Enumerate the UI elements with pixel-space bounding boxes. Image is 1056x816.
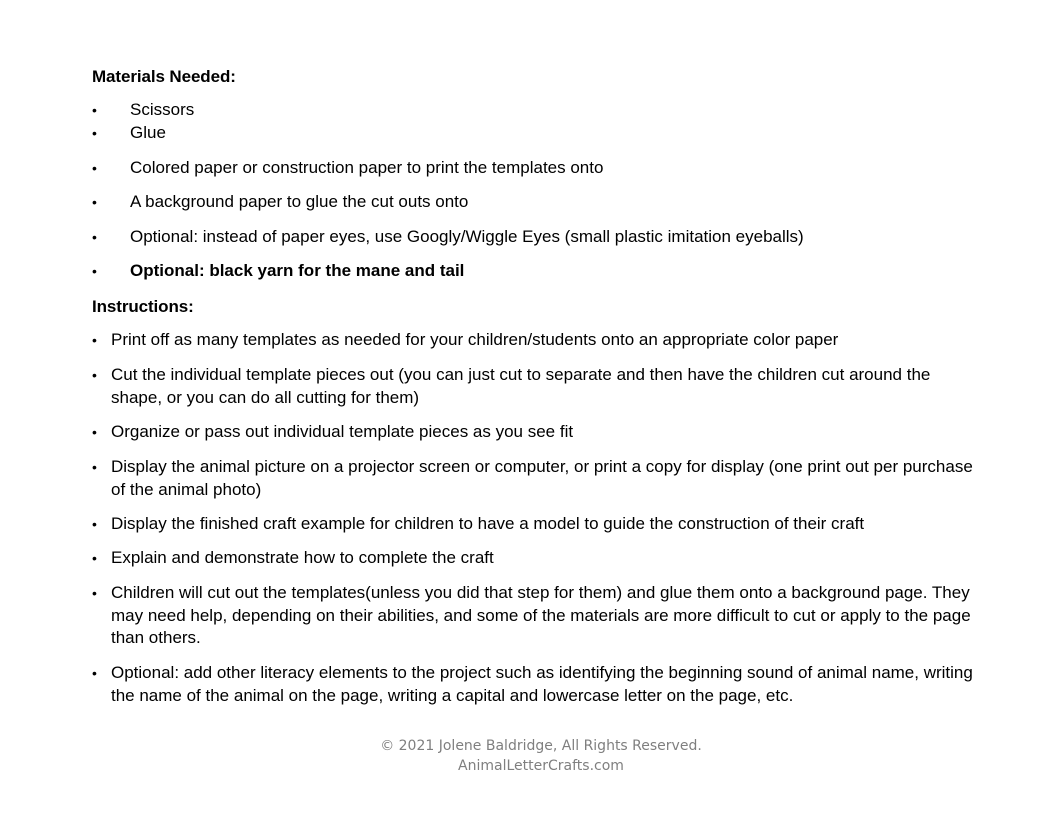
bullet-icon: • xyxy=(92,516,97,532)
bullet-icon: • xyxy=(92,367,97,383)
bullet-icon: • xyxy=(92,459,97,475)
instructions-item-display-example xyxy=(92,513,982,536)
instructions-item-organize xyxy=(92,421,982,444)
materials-item-label: Scissors xyxy=(130,100,195,119)
instructions-item-label: Explain and demonstrate how to complete the craft xyxy=(111,548,494,567)
bullet-icon: • xyxy=(92,585,97,601)
instructions-item-label: Organize or pass out individual template pieces as you see fit xyxy=(111,422,574,441)
instructions-heading: Instructions: xyxy=(92,297,194,316)
bullet-icon: • xyxy=(92,160,97,176)
instructions-item-display-picture xyxy=(92,456,982,501)
footer-website: AnimalLetterCrafts.com xyxy=(458,758,624,774)
bullet-icon: • xyxy=(92,424,97,440)
instructions-item-label: Optional: add other literacy elements to the project such as identifying the beginning sound of animal name, writing the name of the animal on the page, writing a capital and lowercase letter on the page, etc. xyxy=(111,663,973,705)
instructions-item-label: Cut the individual template pieces out (you can just cut to separate and then have the children cut around the shape, or you can do all cutting for them) xyxy=(111,365,931,407)
footer xyxy=(0,736,1056,776)
instructions-item-children-cut xyxy=(92,582,982,650)
bullet-icon: • xyxy=(92,665,97,681)
materials-item-label: A background paper to glue the cut outs onto xyxy=(130,192,469,211)
instructions-item-literacy xyxy=(92,662,982,707)
instructions-item-cut xyxy=(92,364,982,409)
bullet-icon: • xyxy=(92,229,97,245)
bullet-icon: • xyxy=(92,550,97,566)
materials-item-label: Colored paper or construction paper to print the templates onto xyxy=(130,158,604,177)
instructions-item-label: Children will cut out the templates(unless you did that step for them) and glue them onto a background page. They may need help, depending on their abilities, and some of the materials are more difficult to cut or apply to the page than others. xyxy=(111,583,971,647)
bullet-icon: • xyxy=(92,102,97,118)
instructions-item-print xyxy=(92,329,982,352)
bullet-icon: • xyxy=(92,194,97,210)
materials-item-label: Optional: black yarn for the mane and tail xyxy=(130,261,465,280)
bullet-icon: • xyxy=(92,263,97,279)
instructions-item-explain xyxy=(92,547,982,570)
instructions-item-label: Print off as many templates as needed for your children/students onto an appropriate color paper xyxy=(111,330,839,349)
bullet-icon: • xyxy=(92,125,97,141)
bullet-icon: • xyxy=(92,332,97,348)
materials-item-label: Glue xyxy=(130,123,166,142)
materials-heading: Materials Needed: xyxy=(92,67,236,86)
instructions-item-label: Display the finished craft example for children to have a model to guide the construction of their craft xyxy=(111,514,865,533)
instructions-item-label: Display the animal picture on a projector screen or computer, or print a copy for display (one print out per purchase of the animal photo) xyxy=(111,457,973,499)
footer-copyright: © 2021 Jolene Baldridge, All Rights Reserved. xyxy=(380,738,702,754)
materials-item-label: Optional: instead of paper eyes, use Googly/Wiggle Eyes (small plastic imitation eyeballs) xyxy=(130,227,804,246)
